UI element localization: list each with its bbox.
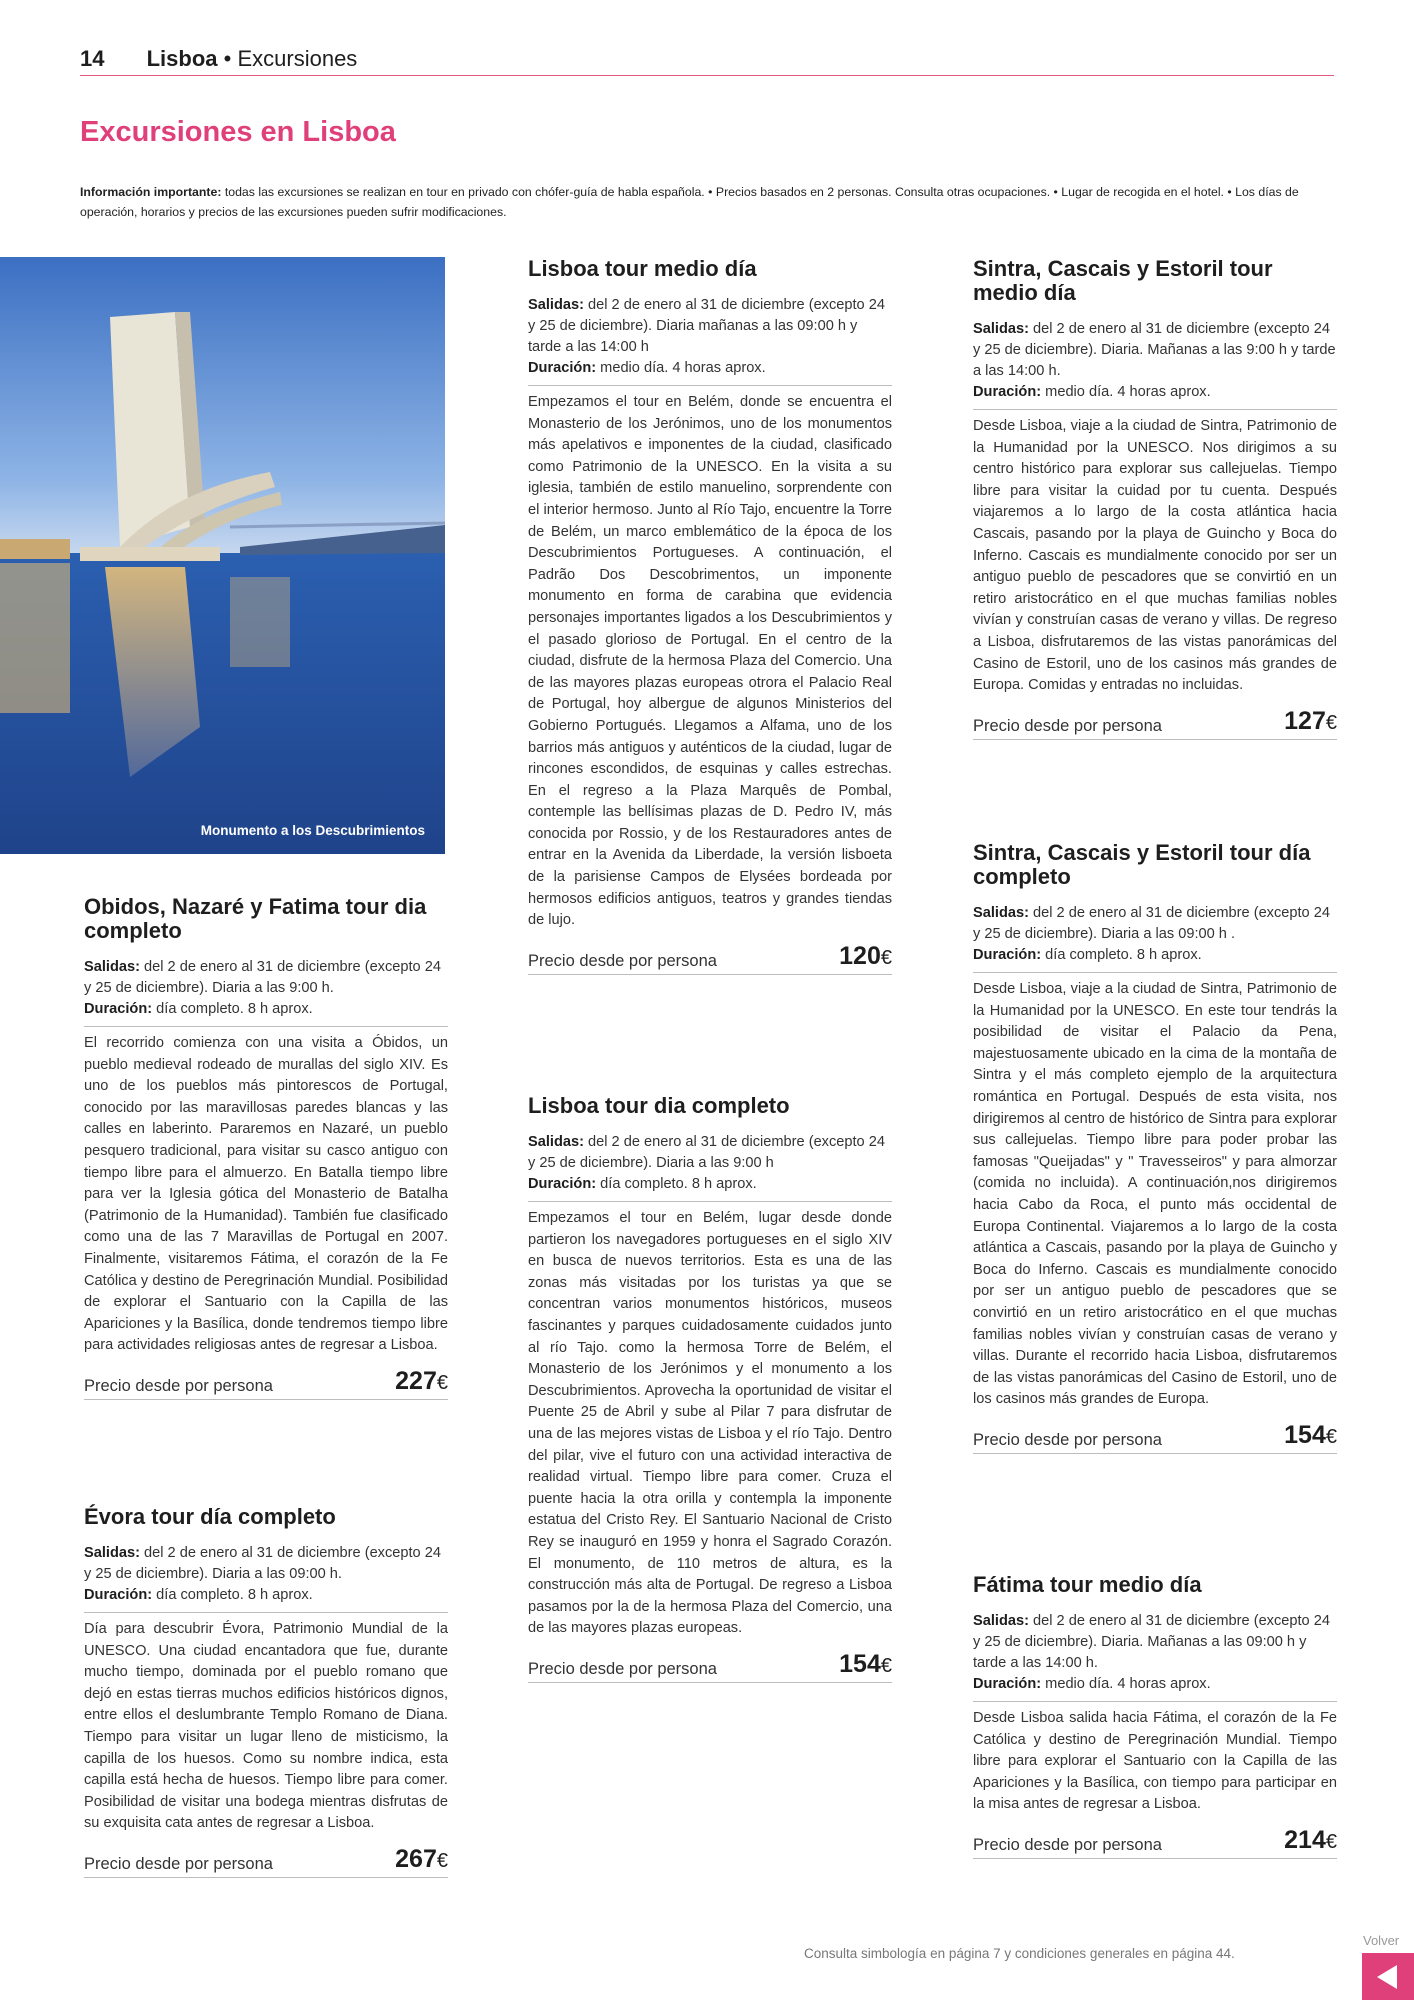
- price-label: Precio desde por persona: [973, 1430, 1162, 1449]
- tour-price: [84, 1845, 448, 1878]
- page-title: Excursiones en Lisboa: [80, 116, 396, 148]
- divider: [528, 385, 892, 386]
- tour-title: Sintra, Cascais y Estoril tour medio día: [973, 256, 1273, 305]
- header-separator: •: [223, 46, 232, 71]
- departures-text: del 2 de enero al 31 de diciembre (excepto 24 y 25 de diciembre). Diaria. Mañanas a las 09:00 h y tarde a las 14:00 h.: [973, 1613, 1330, 1671]
- tour-departures: [528, 295, 892, 358]
- back-label[interactable]: Volver: [1363, 1933, 1400, 1948]
- duration-text: medio día. 4 horas aprox.: [1045, 1676, 1211, 1692]
- tour-lisboa-dia-completo: [528, 1094, 892, 1683]
- divider: [84, 1026, 448, 1027]
- tour-description: Día para descubrir Évora, Patrimonio Mundial de la UNESCO. Una ciudad encantadora que fue, durante mucho tiempo, dominada por el pueblo romano que dejó en estas tierras muchos edificios históricos dignos, entre ellos el deslumbrante Templo Romano de Diana. Tiempo para visitar un lugar lleno de misticismo, la capilla de los huesos. Como su nombre indica, esta capilla está hecha de huesos. Tiempo libre para comer. Posibilidad de visitar una bodega mientras disfrutas de su exquisita cata antes de regresar a Lisboa.: [84, 1621, 448, 1832]
- departures-label: Salidas:: [973, 321, 1029, 337]
- currency-symbol: €: [1325, 1830, 1337, 1853]
- tour-description: El recorrido comienza con una visita a Óbidos, un pueblo medieval rodeado de murallas del siglo XIV. Es uno de los pueblos más pintorescos de Portugal, conocido por las maravillosas paredes blancas y las calles en laberinto. Pararemos en Nazaré, un pueblo pesquero tradicional, para visitar su casco antiguo con tiempo libre para el almuerzo. En Batalla tiempo libre para ver la Iglesia gótica del Monasterio de Batalha (Patrimonio de la Humanidad). También fue clasificado como una de las 7 Maravillas de Portugal en 2007. Finalmente, visitaremos Fátima, el corazón de la Fe Católica y destino de Peregrinación Mundial. Posibilidad de explorar el Santuario con la Capilla de las Apariciones y la Basílica, donde tendremos tiempo libre para actividades religiosas antes de regresar a Lisboa.: [84, 1035, 448, 1354]
- departures-label: Salidas:: [528, 297, 584, 313]
- tour-sintra-medio-dia: [973, 257, 1337, 740]
- duration-label: Duración:: [84, 1587, 153, 1603]
- duration-label: Duración:: [528, 1176, 597, 1192]
- tour-duration: [84, 1585, 448, 1606]
- tour-departures: [973, 319, 1337, 382]
- price-value: 154: [1284, 1420, 1326, 1449]
- price-amount: [1284, 1826, 1337, 1855]
- duration-text: medio día. 4 horas aprox.: [1045, 384, 1211, 400]
- tour-price: [528, 942, 892, 975]
- tour-title: Sintra, Cascais y Estoril tour día completo: [973, 840, 1311, 889]
- departures-text: del 2 de enero al 31 de diciembre (excepto 24 y 25 de diciembre). Diaria a las 9:00 h: [528, 1134, 885, 1171]
- price-label: Precio desde por persona: [973, 716, 1162, 735]
- info-label: Información importante:: [80, 185, 222, 199]
- tour-departures: [84, 957, 448, 999]
- photo-caption: Monumento a los Descubrimientos: [200, 823, 425, 838]
- duration-text: día completo. 8 h aprox.: [156, 1001, 313, 1017]
- departures-text: del 2 de enero al 31 de diciembre (excepto 24 y 25 de diciembre). Diaria. Mañanas a las 9:00 h y tarde a las 14:00 h.: [973, 321, 1336, 379]
- tour-title: Lisboa tour dia completo: [528, 1093, 790, 1118]
- footer-note: Consulta simbología en página 7 y condiciones generales en página 44.: [804, 1946, 1235, 1961]
- tour-duration: [973, 945, 1337, 966]
- currency-symbol: €: [1325, 711, 1337, 734]
- price-amount: [395, 1367, 448, 1396]
- tour-fatima-medio-dia: [973, 1573, 1337, 1859]
- divider: [973, 409, 1337, 410]
- tour-description: Empezamos el tour en Belém, lugar desde donde partieron los navegadores portugueses en el siglo XIV en busca de nuevos territorios. Esta es una de las zonas más visitadas por los turistas ya que se concentran varios monumentos históricos, museos fascinantes y parques cuidadosamente cuidados junto al río Tajo. como la hermosa Torre de Belém, el Monasterio de los Jerónimos y el monumento a los Descubrimientos. Aprovecha la oportunidad de visitar el Puente 25 de Abril y sube al Pilar 7 para disfrutar de una de las mejores vistas de Lisboa y el río Tajo. Dentro del pilar, vive el futuro con una actividad interactiva de realidad virtual. Tiempo libre para comer. Cruza el puente hacia la otra orilla y contempla la imponente estatua del Cristo Rey. El Santuario Nacional de Cristo Rey se inauguró en 1959 y honra el Sagrado Corazón. El monumento, de 110 metros de altura, es la construcción más alta de Portugal. De regreso a Lisboa pasamos por la de la hermosa Plaza del Comercio, una de las mayores plazas europeas.: [528, 1210, 892, 1637]
- price-label: Precio desde por persona: [84, 1854, 273, 1873]
- tour-duration: [973, 382, 1337, 403]
- departures-text: del 2 de enero al 31 de diciembre (excepto 24 y 25 de diciembre). Diaria a las 09:00 h .: [973, 905, 1330, 942]
- tour-obidos-nazare-fatima: [84, 895, 448, 1400]
- tour-price: [528, 1650, 892, 1683]
- currency-symbol: €: [1325, 1425, 1337, 1448]
- tour-departures: [973, 903, 1337, 945]
- tour-departures: [528, 1132, 892, 1174]
- price-label: Precio desde por persona: [84, 1376, 273, 1395]
- tour-departures: [973, 1611, 1337, 1674]
- departures-text: del 2 de enero al 31 de diciembre (excepto 24 y 25 de diciembre). Diaria a las 09:00 h.: [84, 1545, 441, 1582]
- duration-text: día completo. 8 h aprox.: [1045, 947, 1202, 963]
- price-value: 120: [839, 941, 881, 970]
- tour-title: Obidos, Nazaré y Fatima tour dia completo: [84, 894, 427, 943]
- tour-title: Évora tour día completo: [84, 1504, 336, 1529]
- price-amount: [839, 942, 892, 971]
- tour-description: Desde Lisboa, viaje a la ciudad de Sintra, Patrimonio de la Humanidad por la UNESCO. Nos dirigimos a su centro histórico para explorar sus callejuelas. Tiempo libre para visitar la cuidad por tu cuenta. Después viajaremos a lo largo de la costa atlántica hacia Cascais, pasando por la playa de Guincho y Boca do Inferno. Cascais es mundialmente conocido por ser un antiguo pueblo de pescadores que se convirtió en un retiro aristocrático en el que muchas familias nobles vivían y construían casas de verano y villas. De regreso a Lisboa, disfrutaremos de las vistas panorámicas del Casino de Estoril, uno de los casinos más grandes de Europa. Comidas y entradas no incluidas.: [973, 418, 1337, 694]
- duration-label: Duración:: [84, 1001, 153, 1017]
- departures-label: Salidas:: [973, 1613, 1029, 1629]
- tour-departures: [84, 1543, 448, 1585]
- tour-duration: [528, 358, 892, 379]
- tour-duration: [84, 999, 448, 1020]
- tour-title: Fátima tour medio día: [973, 1572, 1202, 1597]
- divider: [528, 1201, 892, 1202]
- divider: [973, 1701, 1337, 1702]
- tour-price: [973, 1421, 1337, 1454]
- price-amount: [395, 1845, 448, 1874]
- header-subsection: Excursiones: [237, 46, 358, 71]
- currency-symbol: €: [880, 1654, 892, 1677]
- departures-text: del 2 de enero al 31 de diciembre (excepto 24 y 25 de diciembre). Diaria mañanas a las 09:00 h y tarde a las 14:00 h: [528, 297, 885, 355]
- currency-symbol: €: [436, 1371, 448, 1394]
- monument-illustration: [0, 257, 445, 854]
- duration-label: Duración:: [973, 947, 1042, 963]
- price-label: Precio desde por persona: [528, 1659, 717, 1678]
- price-amount: [1284, 1421, 1337, 1450]
- back-button[interactable]: [1362, 1953, 1414, 2000]
- duration-label: Duración:: [528, 360, 597, 376]
- price-label: Precio desde por persona: [973, 1835, 1162, 1854]
- tour-sintra-dia-completo: [973, 841, 1337, 1454]
- price-amount: [1284, 707, 1337, 736]
- info-text: todas las excursiones se realizan en tour en privado con chófer-guía de habla española. • Precios basados en 2 personas. Consulta otras ocupaciones. • Lugar de recogida en el hotel. • Los días de operación, horarios y precios de las excursiones pueden sufrir modificaciones.: [80, 185, 1299, 219]
- divider: [84, 1612, 448, 1613]
- divider: [973, 972, 1337, 973]
- header-section: Lisboa: [146, 46, 218, 71]
- tour-duration: [528, 1174, 892, 1195]
- price-value: 154: [839, 1649, 881, 1678]
- duration-text: día completo. 8 h aprox.: [156, 1587, 313, 1603]
- duration-text: medio día. 4 horas aprox.: [600, 360, 766, 376]
- price-value: 127: [1284, 706, 1326, 735]
- triangle-left-icon: [1373, 1962, 1403, 1992]
- departures-text: del 2 de enero al 31 de diciembre (excepto 24 y 25 de diciembre). Diaria a las 9:00 h.: [84, 959, 441, 996]
- tour-price: [973, 707, 1337, 740]
- page-number: 14: [80, 46, 105, 71]
- departures-label: Salidas:: [528, 1134, 584, 1150]
- tour-title: Lisboa tour medio día: [528, 256, 757, 281]
- currency-symbol: €: [436, 1849, 448, 1872]
- tour-price: [973, 1826, 1337, 1859]
- price-value: 267: [395, 1844, 437, 1873]
- tour-description: Desde Lisboa, viaje a la ciudad de Sintra, Patrimonio de la Humanidad por la UNESCO. En este tour tendrás la posibilidad de visitar el Palacio da Pena, majestuosamente ubicado en la cima de la montaña de Sintra y el más completo ejemplo de la arquitectura romántica en Portugal. Después de esta visita, nos dirigiremos al centro de histórico de Sintra para explorar sus callejuelas. Tiempo libre para poder probar las famosas "Queijadas" y " Travesseiros" y para almorzar (comida no incluida). A continuación,nos dirigiremos hacia Cabo da Roca, el punto más occidental de Europa Continental. Viajaremos a lo largo de la costa atlántica a Cascais, pasando por la playa de Guincho y Boca do Inferno. Cascais es mundialmente conocido por ser un antiguo pueblo de pescadores que se convirtió en un retiro aristocrático en el que muchas familias nobles vivían y construían casas de verano y villas. Durante el recorrido hacia Lisboa, disfrutaremos de las vistas panorámicas del Casino de Estoril, uno de los casinos más grandes de Europa.: [973, 981, 1337, 1408]
- duration-text: día completo. 8 h aprox.: [600, 1176, 757, 1192]
- tour-description: Desde Lisboa salida hacia Fátima, el corazón de la Fe Católica y destino de Peregrinación Mundial. Tiempo libre para explorar el Santuario con la Capilla de las Apariciones y la Basílica, con tiempo para participar en la misa antes de regresar a Lisboa.: [973, 1710, 1337, 1813]
- important-info: [80, 182, 1334, 222]
- tour-lisboa-medio-dia: [528, 257, 892, 975]
- departures-label: Salidas:: [973, 905, 1029, 921]
- price-amount: [839, 1650, 892, 1679]
- tour-duration: [973, 1674, 1337, 1695]
- price-value: 227: [395, 1366, 437, 1395]
- price-value: 214: [1284, 1825, 1326, 1854]
- duration-label: Duración:: [973, 1676, 1042, 1692]
- tour-price: [84, 1367, 448, 1400]
- page-header: [80, 46, 1334, 76]
- currency-symbol: €: [880, 946, 892, 969]
- departures-label: Salidas:: [84, 1545, 140, 1561]
- tour-description: Empezamos el tour en Belém, donde se encuentra el Monasterio de los Jerónimos, uno de los monumentos más apelativos e imponentes de la ciudad, clasificado como Patrimonio de la UNESCO. En la visita a su iglesia, también de estilo manuelino, sorprendente con el interior hermoso. Junto al Río Tajo, encuentre la Torre de Belém, un marco emblemático de la época de los Descubrimientos Portugueses. A continuación, el Padrão Dos Descobrimentos, un imponente monumento en forma de carabina que evidencia personajes importantes ligados a los Descubrimientos y el pasado glorioso de Portugal. En el centro de la ciudad, disfrute de la hermosa Plaza del Comercio. Una de las mayores plazas europeas otrora el Palacio Real de Portugal, hoy albergue de algunos Ministerios del Gobierno Portugués. Llegamos a Alfama, uno de los barrios más antiguos y auténticos de la ciudad, lugar de rincones escondidos, de esquinas y calles estrechas. En el regreso a la Plaza Marquês de Pombal, contemple las bellísimas plazas de D. Pedro IV, más conocida por Rossio, y de los Restauradores antes de entrar en la Avenida da Liberdade, la versión lisboeta de la parisiense Campos de Elysées bordeada por hermosos edificios antiguos, teatros y grandes tiendas de lujo.: [528, 394, 892, 929]
- tour-evora: [84, 1505, 448, 1878]
- monument-photo: [0, 257, 445, 854]
- duration-label: Duración:: [973, 384, 1042, 400]
- price-label: Precio desde por persona: [528, 951, 717, 970]
- departures-label: Salidas:: [84, 959, 140, 975]
